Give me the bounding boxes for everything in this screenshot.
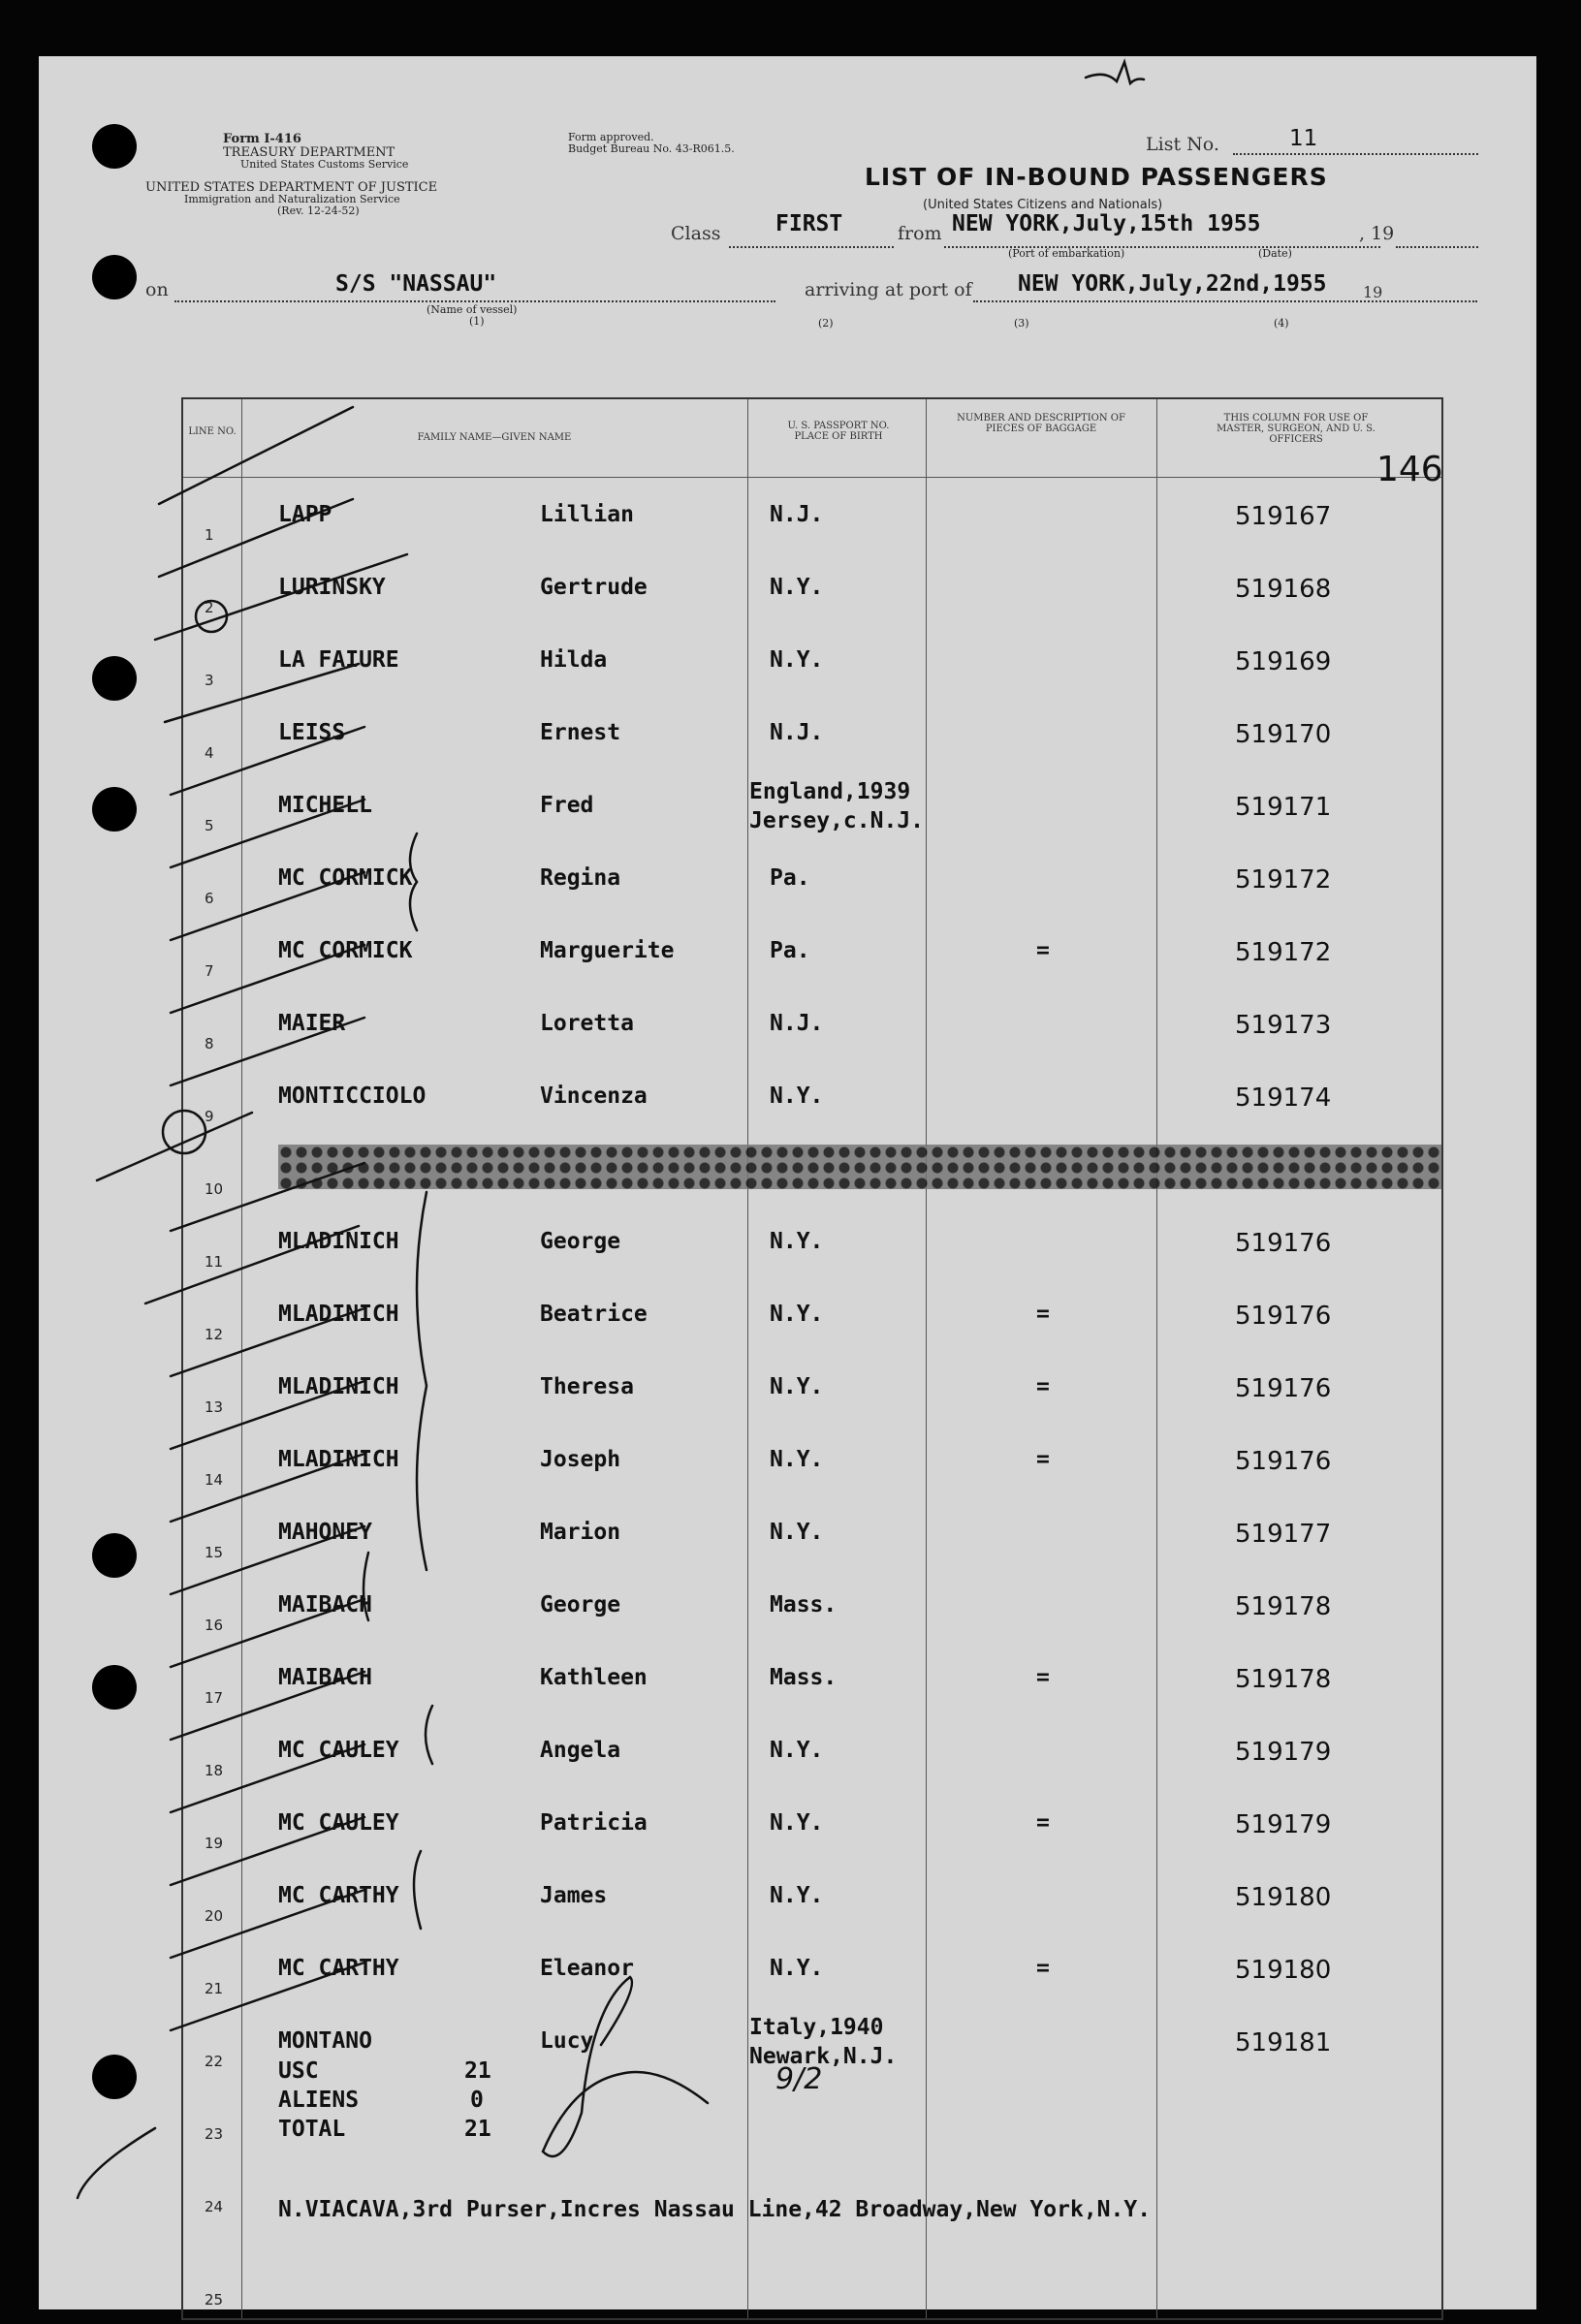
line-number: 18 xyxy=(205,1762,224,1779)
class-label: Class xyxy=(671,223,721,244)
total-label: TOTAL xyxy=(278,2117,346,2142)
table-row xyxy=(183,1931,1441,2003)
place-of-birth: N.J. xyxy=(770,720,824,745)
family-name: LA FAIURE xyxy=(278,647,399,673)
family-name: MLADINICH xyxy=(278,1229,399,1254)
punch-hole xyxy=(92,2055,137,2099)
table-row xyxy=(183,1640,1441,1712)
form-number: Form I-416 xyxy=(223,132,301,146)
vessel-line xyxy=(174,300,775,302)
line-number: 1 xyxy=(205,526,214,544)
treasury-label: TREASURY DEPARTMENT xyxy=(223,145,395,160)
family-name: MONTICCIOLO xyxy=(278,1083,427,1109)
given-name: Kathleen xyxy=(540,1665,648,1690)
table-row xyxy=(183,1422,1441,1494)
table-row xyxy=(183,986,1441,1058)
line-number: 8 xyxy=(205,1035,214,1052)
place-of-birth: N.Y. xyxy=(770,1738,824,1763)
given-name: Marion xyxy=(540,1520,621,1545)
line-number: 6 xyxy=(205,890,214,907)
from-label: from xyxy=(898,223,942,244)
line-number: 14 xyxy=(205,1471,224,1489)
officer-number: 519171 xyxy=(1235,793,1332,822)
family-name: MLADINICH xyxy=(278,1302,399,1327)
family-name: MAIER xyxy=(278,1011,346,1036)
given-name: Patricia xyxy=(540,1810,648,1836)
table-row xyxy=(183,1349,1441,1422)
table-row xyxy=(183,840,1441,913)
line-number: 21 xyxy=(205,1980,224,1997)
place-of-birth: Mass. xyxy=(770,1665,838,1690)
baggage-mark: = xyxy=(1036,1447,1050,1472)
table-row xyxy=(183,1858,1441,1931)
given-name: Hilda xyxy=(540,647,608,673)
passenger-table xyxy=(181,397,1443,2320)
place-of-birth: England,1939 Jersey,c.N.J. xyxy=(749,779,925,833)
arriving-year: 19 xyxy=(1363,283,1383,301)
line-number: 17 xyxy=(205,1689,224,1707)
family-name: MC CARTHY xyxy=(278,1883,399,1908)
struck-out-entry xyxy=(278,1145,1441,1189)
given-name: James xyxy=(540,1883,608,1908)
given-name: Lillian xyxy=(540,502,634,527)
port-embark-caption: (Port of embarkation) xyxy=(1008,247,1125,260)
vessel-name: S/S "NASSAU" xyxy=(335,271,497,297)
total-count: 21 xyxy=(464,2117,491,2142)
table-row xyxy=(183,1785,1441,1858)
list-number: 11 xyxy=(1289,126,1318,151)
line-number: 2 xyxy=(205,599,214,616)
line-number: 19 xyxy=(205,1835,224,1852)
given-name: George xyxy=(540,1229,621,1254)
punch-hole xyxy=(92,124,137,169)
revision-label: (Rev. 12-24-52) xyxy=(277,204,360,217)
family-name: MC CARTHY xyxy=(278,1956,399,1981)
family-name: MC CAULEY xyxy=(278,1810,399,1836)
given-name: Joseph xyxy=(540,1447,621,1472)
given-name: Vincenza xyxy=(540,1083,648,1109)
baggage-mark: = xyxy=(1036,938,1050,963)
table-row xyxy=(183,1712,1441,1785)
given-name: Ernest xyxy=(540,720,621,745)
officer-number: 519179 xyxy=(1235,1738,1332,1767)
place-of-birth: N.Y. xyxy=(770,1883,824,1908)
given-name: Eleanor xyxy=(540,1956,634,1981)
col-header-officers: THIS COLUMN FOR USE OF MASTER, SURGEON, AND U. S. OFFICERS xyxy=(1217,413,1375,445)
officer-number: 519173 xyxy=(1235,1011,1332,1040)
place-of-birth: N.Y. xyxy=(770,1083,824,1109)
officer-number: 519167 xyxy=(1235,502,1332,531)
caption-3: (3) xyxy=(1014,317,1029,330)
page-subtitle: (United States Citizens and Nationals) xyxy=(923,198,1163,212)
given-name: Loretta xyxy=(540,1011,634,1036)
place-of-birth: N.Y. xyxy=(770,1956,824,1981)
col-header-passport: U. S. PASSPORT NO. PLACE OF BIRTH xyxy=(787,421,890,442)
line-number: 10 xyxy=(205,1180,224,1198)
justice-label: UNITED STATES DEPARTMENT OF JUSTICE xyxy=(145,180,438,195)
line-number: 22 xyxy=(205,2053,224,2070)
place-of-birth: N.Y. xyxy=(770,1229,824,1254)
table-row xyxy=(183,622,1441,695)
place-of-birth: Mass. xyxy=(770,1592,838,1617)
officer-number: 519178 xyxy=(1235,1592,1332,1621)
class-value: FIRST xyxy=(775,211,843,236)
line-number: 11 xyxy=(205,1253,224,1271)
family-name: MLADINICH xyxy=(278,1447,399,1472)
table-row xyxy=(183,477,1441,550)
place-of-birth: N.J. xyxy=(770,502,824,527)
place-of-birth: N.Y. xyxy=(770,1447,824,1472)
baggage-mark: = xyxy=(1036,1374,1050,1399)
baggage-mark: = xyxy=(1036,1810,1050,1836)
line-number: 4 xyxy=(205,744,214,762)
line-number: 25 xyxy=(205,2291,224,2308)
line-number: 16 xyxy=(205,1617,224,1634)
officer-number: 519180 xyxy=(1235,1956,1332,1985)
officer-number: 519181 xyxy=(1235,2028,1332,2057)
arriving-value: NEW YORK,July,22nd,1955 xyxy=(1018,271,1327,297)
officer-number: 519180 xyxy=(1235,1883,1332,1912)
baggage-mark: = xyxy=(1036,1302,1050,1327)
place-of-birth: N.Y. xyxy=(770,1810,824,1836)
punch-hole xyxy=(92,656,137,701)
family-name: MAHONEY xyxy=(278,1520,372,1545)
place-of-birth: N.Y. xyxy=(770,1520,824,1545)
table-row xyxy=(183,1567,1441,1640)
ins-label: Immigration and Naturalization Service xyxy=(184,193,400,205)
place-of-birth: N.Y. xyxy=(770,1374,824,1399)
form-approved: Form approved. xyxy=(568,131,654,143)
punch-hole xyxy=(92,255,137,299)
table-row xyxy=(183,1276,1441,1349)
budget-bureau: Budget Bureau No. 43-R061.5. xyxy=(568,142,735,155)
vessel-caption: (Name of vessel) xyxy=(427,303,518,316)
officer-number: 519179 xyxy=(1235,1810,1332,1839)
table-row xyxy=(183,1204,1441,1276)
officer-number: 519176 xyxy=(1235,1374,1332,1403)
table-row xyxy=(183,1494,1441,1567)
officer-number: 519172 xyxy=(1235,938,1332,967)
table-row xyxy=(183,550,1441,622)
blank-row xyxy=(183,2245,1441,2318)
line-number: 9 xyxy=(205,1108,214,1125)
family-name: MLADINICH xyxy=(278,1374,399,1399)
arriving-line xyxy=(973,300,1477,302)
usc-label: USC xyxy=(278,2058,319,2084)
punch-hole xyxy=(92,787,137,832)
place-of-birth: Italy,1940 Newark,N.J. xyxy=(749,2015,898,2069)
list-no-label: List No. xyxy=(1146,134,1219,155)
given-name: Beatrice xyxy=(540,1302,648,1327)
place-of-birth: Pa. xyxy=(770,865,810,891)
family-name: MONTANO xyxy=(278,2028,372,2054)
line-number: 24 xyxy=(205,2198,224,2215)
caption-4: (4) xyxy=(1274,317,1289,330)
on-label: on xyxy=(145,279,169,300)
given-name: Lucy xyxy=(540,2028,594,2054)
baggage-mark: = xyxy=(1036,1665,1050,1690)
family-name: LURINSKY xyxy=(278,575,386,600)
handwritten-count: 146 xyxy=(1376,450,1443,489)
family-name: MC CORMICK xyxy=(278,938,413,963)
officer-number: 519174 xyxy=(1235,1083,1332,1113)
purser-signature-line: N.VIACAVA,3rd Purser,Incres Nassau Line,42 Broadway,New York,N.Y. xyxy=(278,2197,1152,2222)
col-header-baggage: NUMBER AND DESCRIPTION OF PIECES OF BAGGAGE xyxy=(957,413,1125,434)
purser-row xyxy=(183,2149,1441,2221)
table-row xyxy=(183,768,1441,840)
given-name: Regina xyxy=(540,865,621,891)
officer-number: 519177 xyxy=(1235,1520,1332,1549)
family-name: LAPP xyxy=(278,502,332,527)
line-number: 12 xyxy=(205,1326,224,1343)
officer-number: 519169 xyxy=(1235,647,1332,676)
officer-number: 519168 xyxy=(1235,575,1332,604)
officer-number: 519170 xyxy=(1235,720,1332,749)
page-title: LIST OF IN-BOUND PASSENGERS xyxy=(865,163,1328,191)
officer-number: 519176 xyxy=(1235,1447,1332,1476)
place-of-birth: Pa. xyxy=(770,938,810,963)
line-number: 13 xyxy=(205,1398,224,1416)
punch-hole xyxy=(92,1533,137,1578)
col-header-name: FAMILY NAME—GIVEN NAME xyxy=(417,432,572,443)
place-of-birth: N.Y. xyxy=(770,1302,824,1327)
list-no-line xyxy=(1233,153,1478,155)
family-name: MC CAULEY xyxy=(278,1738,399,1763)
baggage-mark: = xyxy=(1036,1956,1050,1981)
punch-hole xyxy=(92,1665,137,1710)
family-name: MICHELL xyxy=(278,793,372,818)
family-name: MC CORMICK xyxy=(278,865,413,891)
given-name: Theresa xyxy=(540,1374,634,1399)
arriving-label: arriving at port of xyxy=(805,279,972,300)
from-value: NEW YORK,July,15th 1955 xyxy=(952,211,1261,236)
line-number: 3 xyxy=(205,672,214,689)
year-label: , 19 xyxy=(1359,223,1395,244)
officer-number: 519178 xyxy=(1235,1665,1332,1694)
table-row xyxy=(183,913,1441,986)
given-name: Marguerite xyxy=(540,938,675,963)
family-name: LEISS xyxy=(278,720,346,745)
col-header-line: LINE NO. xyxy=(188,426,237,437)
line-number: 15 xyxy=(205,1544,224,1561)
officer-number: 519176 xyxy=(1235,1229,1332,1258)
table-row xyxy=(183,1131,1441,1204)
table-row xyxy=(183,1058,1441,1131)
family-name: MAIBACH xyxy=(278,1665,372,1690)
line-number: 5 xyxy=(205,817,214,834)
given-name: Gertrude xyxy=(540,575,648,600)
officer-number: 519172 xyxy=(1235,865,1332,895)
line-number: 7 xyxy=(205,962,214,980)
place-of-birth: N.J. xyxy=(770,1011,824,1036)
caption-2: (2) xyxy=(818,317,834,330)
class-line xyxy=(729,246,894,248)
place-of-birth: N.Y. xyxy=(770,647,824,673)
officer-number: 519176 xyxy=(1235,1302,1332,1331)
customs-label: United States Customs Service xyxy=(240,158,409,171)
aliens-count: 0 xyxy=(470,2088,484,2113)
year-line xyxy=(1396,246,1478,248)
given-name: Angela xyxy=(540,1738,621,1763)
place-of-birth: N.Y. xyxy=(770,575,824,600)
date-caption: (Date) xyxy=(1258,247,1292,260)
line-number: 20 xyxy=(205,1907,224,1925)
given-name: George xyxy=(540,1592,621,1617)
vessel-num: (1) xyxy=(469,315,485,328)
aliens-label: ALIENS xyxy=(278,2088,360,2113)
document-page xyxy=(39,56,1536,2309)
line-number: 23 xyxy=(205,2125,224,2143)
handwritten-note: 9/2 xyxy=(775,2062,823,2096)
table-row xyxy=(183,695,1441,768)
usc-count: 21 xyxy=(464,2058,491,2084)
given-name: Fred xyxy=(540,793,594,818)
family-name: MAIBACH xyxy=(278,1592,372,1617)
